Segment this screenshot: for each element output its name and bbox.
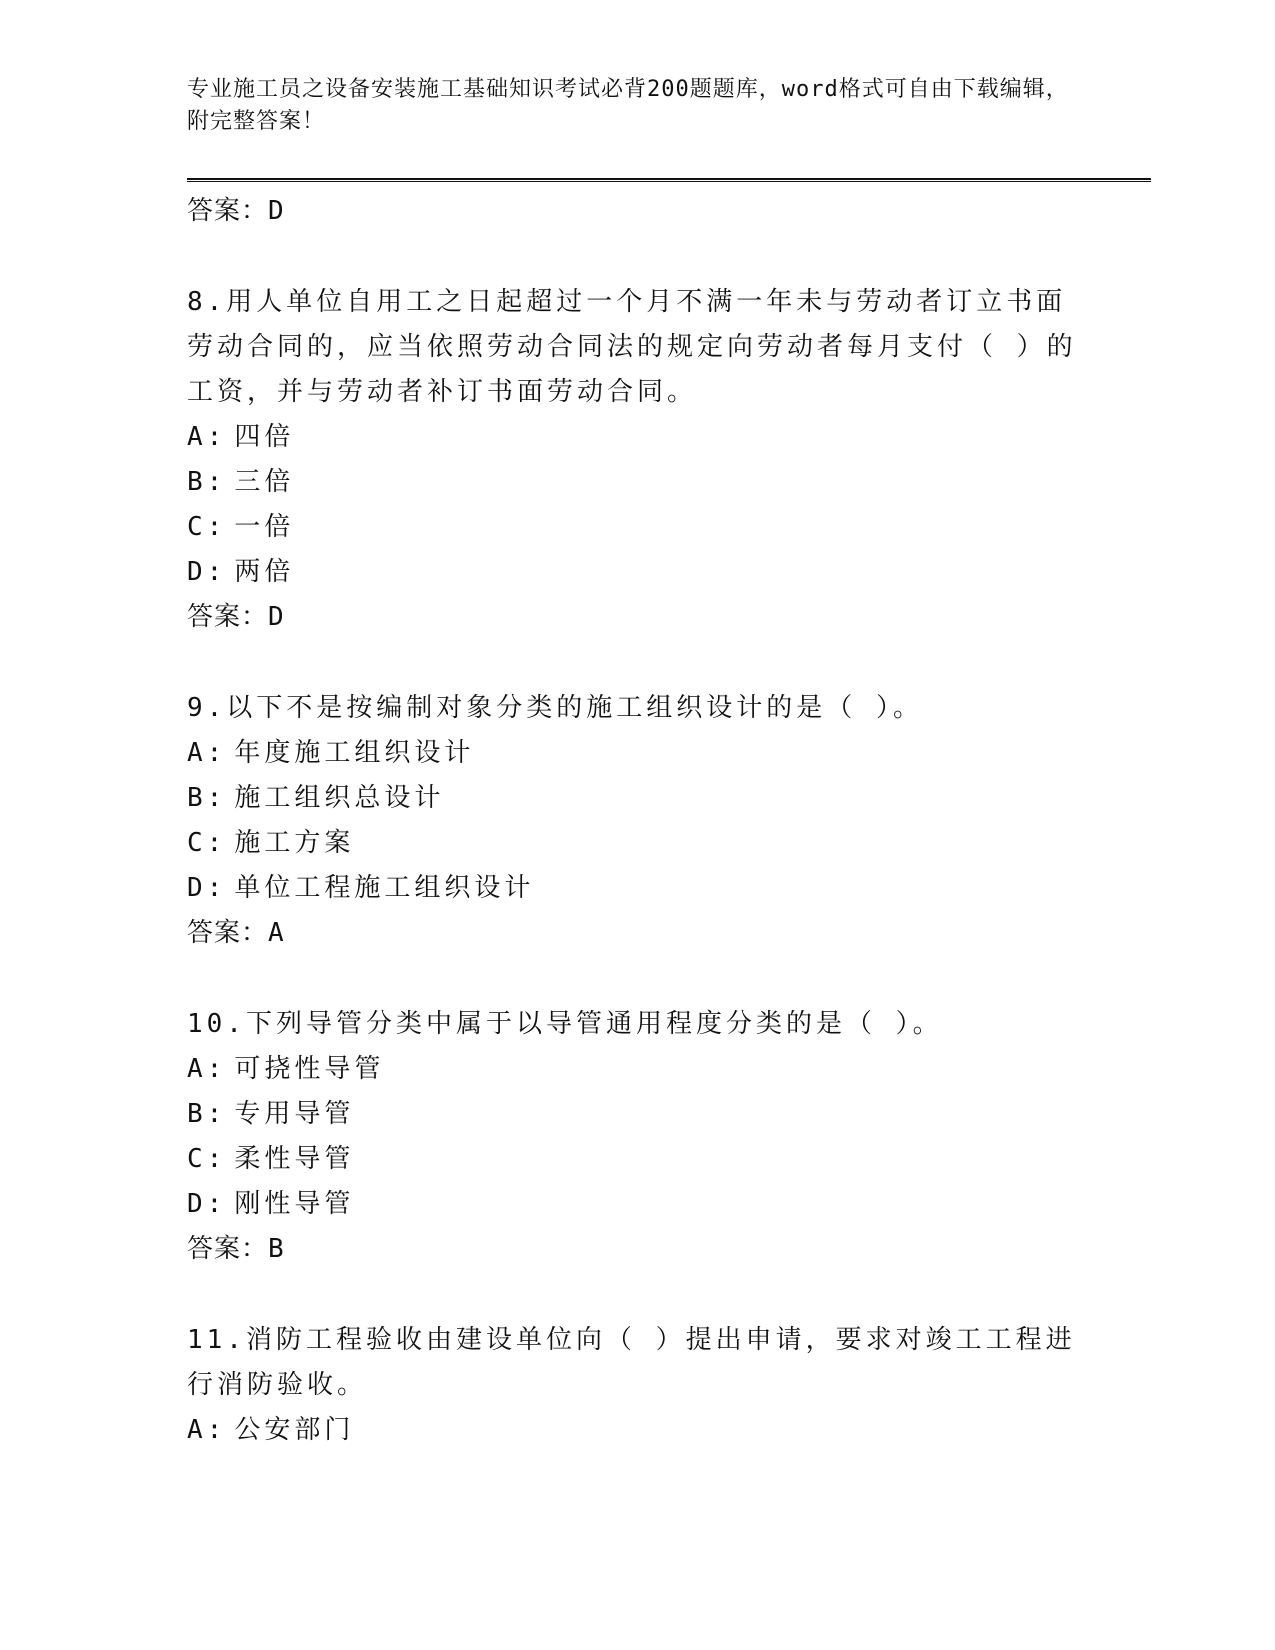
- option-text: 柔性导管: [234, 1144, 355, 1174]
- option-text: 专用导管: [234, 1099, 355, 1129]
- option-key: D:: [187, 557, 227, 587]
- option-c: [187, 505, 1087, 550]
- option-b: [187, 460, 1087, 505]
- question-item: [187, 686, 1087, 955]
- question-list: [187, 189, 1087, 1453]
- option-key: B:: [187, 1099, 227, 1129]
- header-divider: [187, 178, 1151, 182]
- question-item: [187, 280, 1087, 639]
- option-a: [187, 731, 1087, 776]
- option-text: 三倍: [234, 467, 295, 497]
- answer-value: B: [268, 1234, 285, 1264]
- option-key: C:: [187, 828, 227, 858]
- option-a: [187, 415, 1087, 460]
- option-text: 可挠性导管: [234, 1054, 385, 1084]
- answer-label: 答案：: [187, 196, 269, 226]
- option-key: B:: [187, 467, 227, 497]
- option-key: C:: [187, 512, 227, 542]
- answer-label: 答案：: [187, 1234, 269, 1264]
- option-b: [187, 1092, 1087, 1137]
- question-item: [187, 1318, 1087, 1453]
- question-stem: 8.用人单位自用工之日起超过一个月不满一年未与劳动者订立书面劳动合同的，应当依照劳动合同法的规定向劳动者每月支付（ ）的工资，并与劳动者补订书面劳动合同。: [187, 287, 1077, 407]
- option-text: 单位工程施工组织设计: [234, 873, 535, 903]
- question-stem: 10.下列导管分类中属于以导管通用程度分类的是（ ）。: [187, 1009, 943, 1039]
- option-text: 公安部门: [234, 1415, 355, 1445]
- option-key: D:: [187, 873, 227, 903]
- option-c: [187, 821, 1087, 866]
- option-key: B:: [187, 783, 227, 813]
- option-text: 刚性导管: [234, 1189, 355, 1219]
- answer-value: A: [268, 918, 285, 948]
- page-header-title: 专业施工员之设备安装施工基础知识考试必背200题题库，word格式可自由下载编辑，附完整答案！: [187, 77, 1069, 134]
- question-stem: 9.以下不是按编制对象分类的施工组织设计的是（ ）。: [187, 693, 923, 723]
- answer-line: [187, 911, 1087, 955]
- option-key: A:: [187, 1054, 227, 1084]
- answer-label: 答案：: [187, 918, 269, 948]
- answer-line: [187, 189, 1087, 233]
- option-b: [187, 776, 1087, 821]
- answer-line: [187, 595, 1087, 639]
- option-d: [187, 1182, 1087, 1227]
- option-key: A:: [187, 422, 227, 452]
- question-item: [187, 1002, 1087, 1271]
- answer-line: [187, 1227, 1087, 1271]
- option-d: [187, 866, 1087, 911]
- question-stem: 11.消防工程验收由建设单位向（ ）提出申请，要求对竣工工程进行消防验收。: [187, 1325, 1076, 1400]
- option-key: D:: [187, 1189, 227, 1219]
- answer-value: D: [268, 196, 285, 226]
- option-a: [187, 1408, 1087, 1453]
- option-key: A:: [187, 1415, 227, 1445]
- option-c: [187, 1137, 1087, 1182]
- option-a: [187, 1047, 1087, 1092]
- option-text: 四倍: [234, 422, 295, 452]
- option-text: 施工方案: [234, 828, 355, 858]
- option-text: 施工组织总设计: [234, 783, 445, 813]
- option-key: A:: [187, 738, 227, 768]
- option-key: C:: [187, 1144, 227, 1174]
- option-text: 年度施工组织设计: [234, 738, 475, 768]
- option-text: 一倍: [234, 512, 295, 542]
- answer-label: 答案：: [187, 602, 269, 632]
- option-text: 两倍: [234, 557, 295, 587]
- answer-value: D: [268, 602, 285, 632]
- option-d: [187, 550, 1087, 595]
